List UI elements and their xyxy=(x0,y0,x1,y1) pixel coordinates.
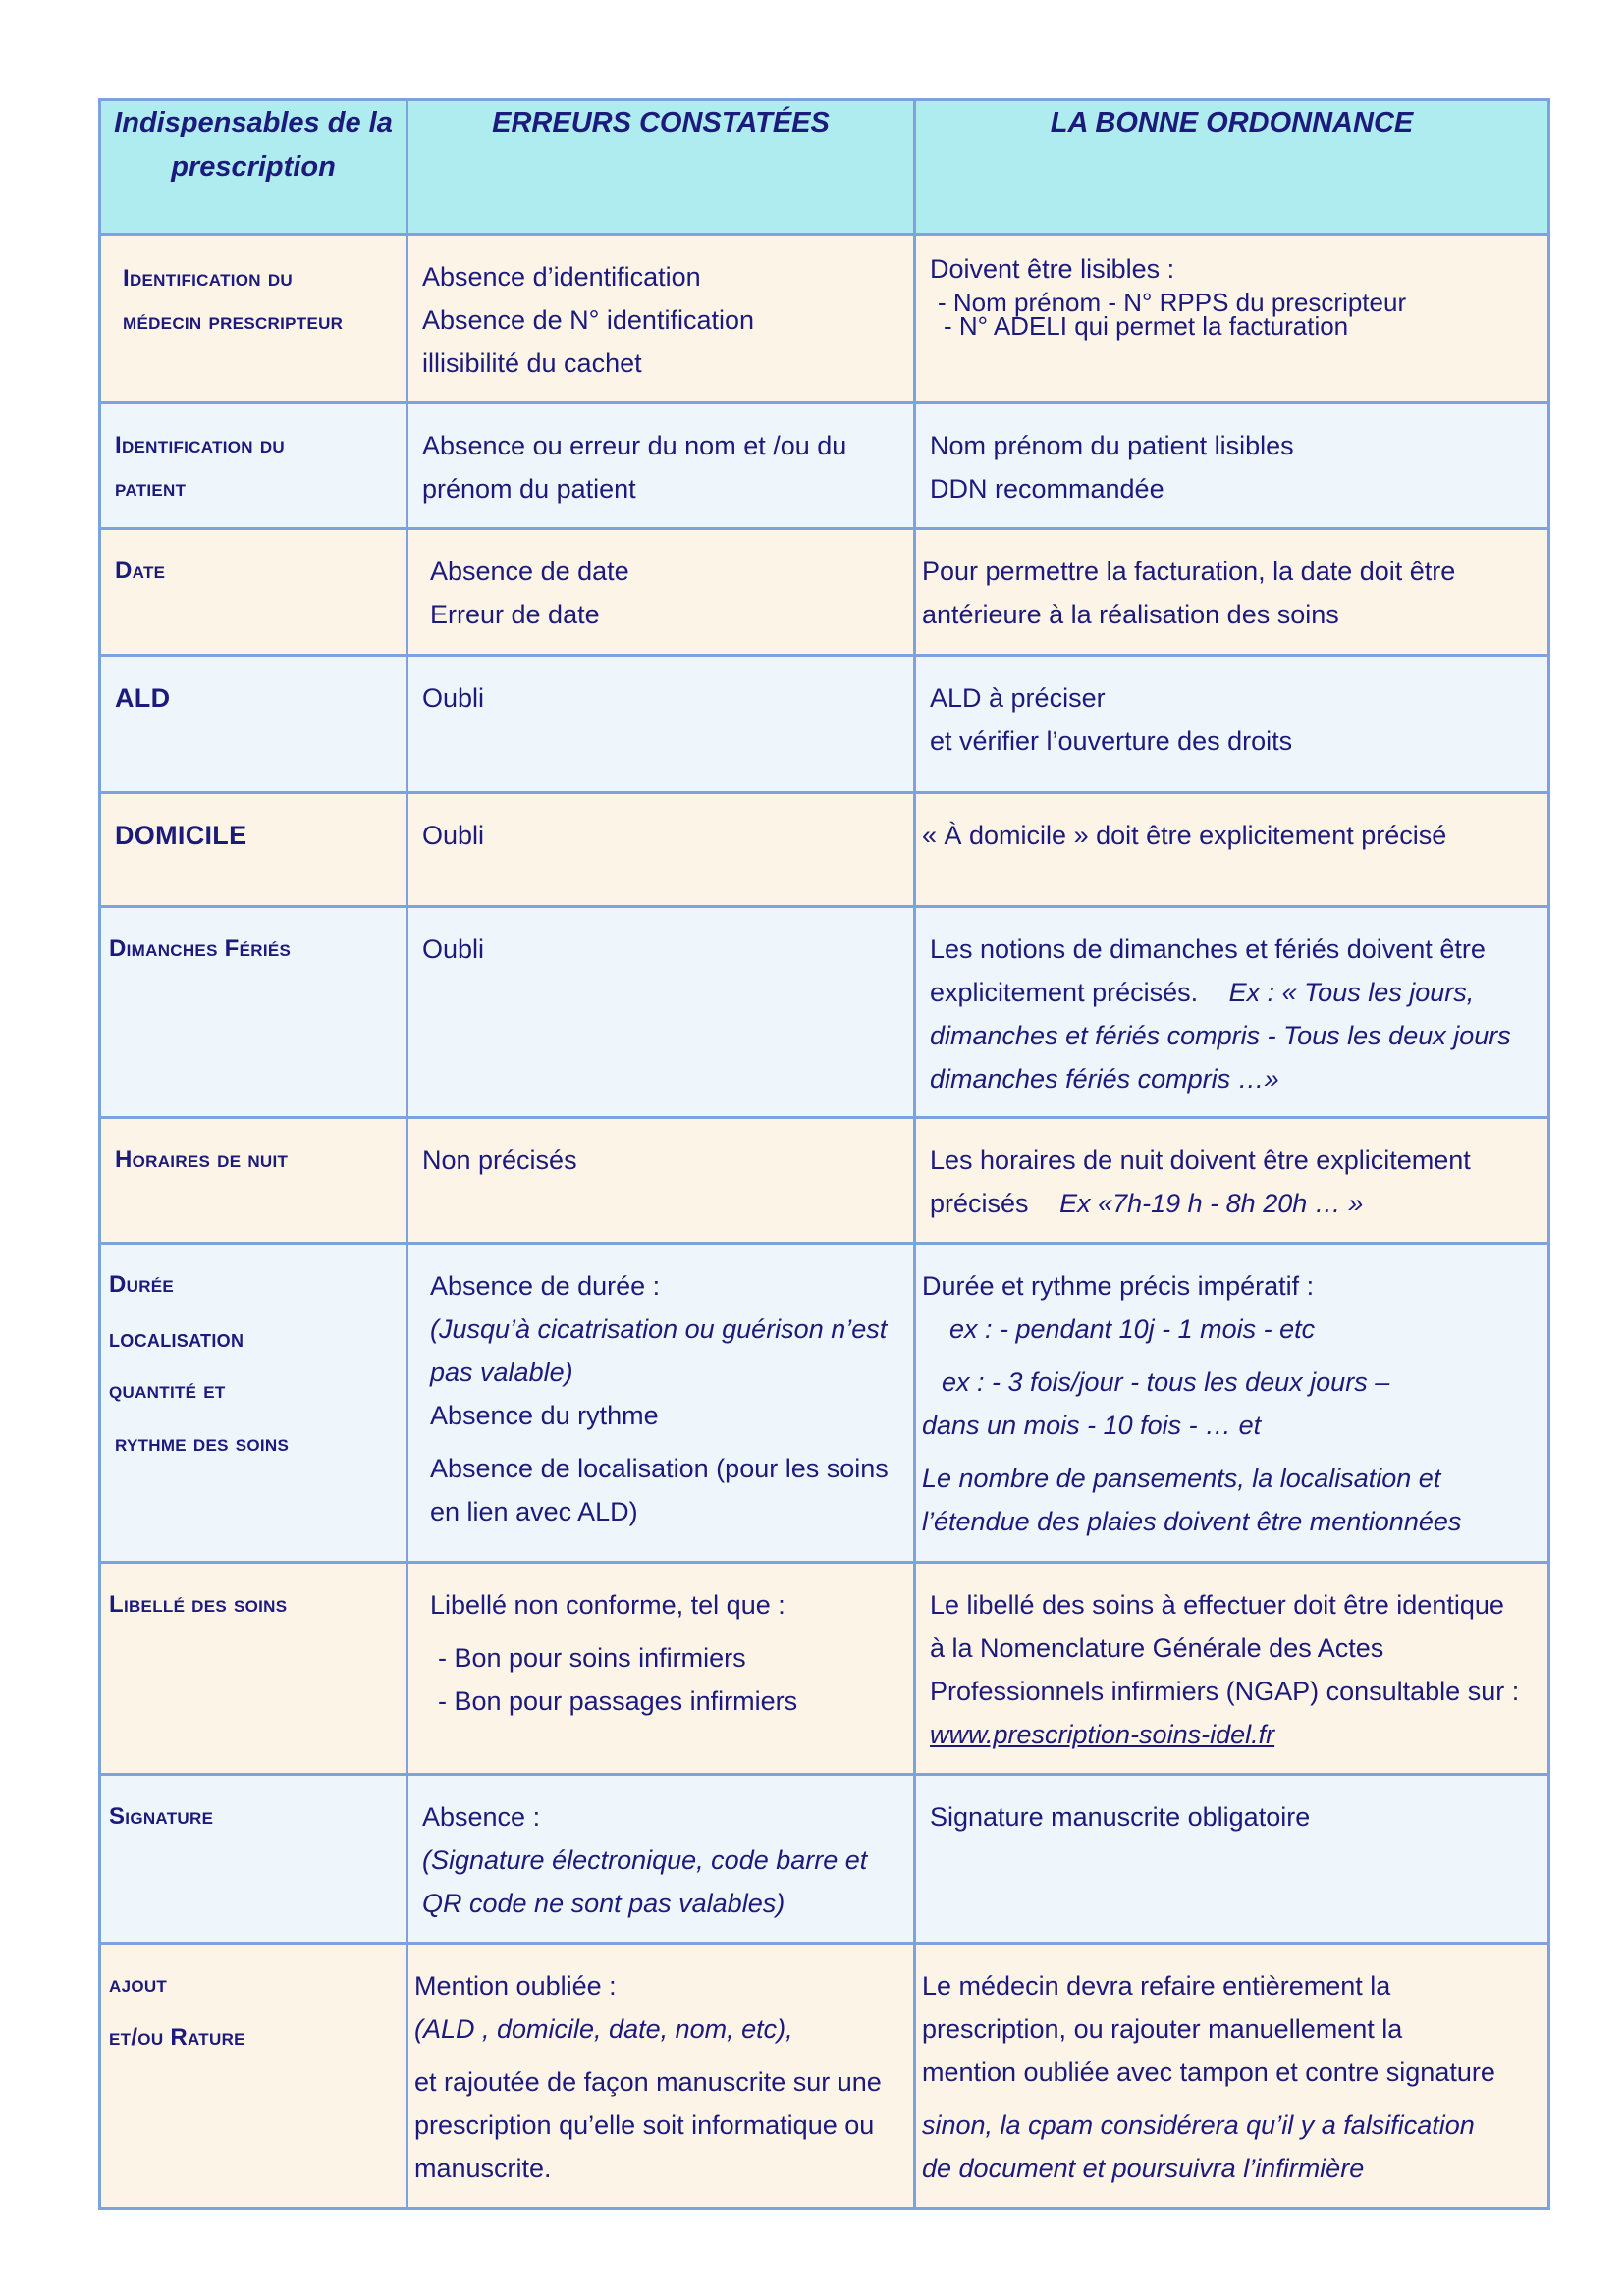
error-line: Non précisés xyxy=(422,1146,577,1175)
row-label: Horaires de nuit xyxy=(115,1147,289,1173)
good-line: ex : - 3 fois/jour - tous les deux jours – xyxy=(942,1367,1390,1397)
error-line: - Bon pour passages infirmiers xyxy=(438,1686,798,1716)
good-cell xyxy=(915,907,1549,1118)
errors-cell xyxy=(407,1944,915,2209)
row-label: quantité et xyxy=(109,1377,226,1404)
good-line: Les notions de dimanches et fériés doivent être xyxy=(930,934,1486,964)
row-dimanches-feries xyxy=(100,907,1549,1118)
row-label: et/ou Rature xyxy=(109,2024,245,2051)
good-line: - Nom prénom - N° RPPS du prescripteur xyxy=(938,288,1407,317)
errors-cell xyxy=(407,529,915,656)
error-line: prescription qu’elle soit informatique ou xyxy=(414,2110,875,2140)
row-label: Libellé des soins xyxy=(109,1591,288,1618)
label-cell xyxy=(100,235,407,403)
row-label: Signature xyxy=(109,1803,214,1830)
errors-cell xyxy=(407,907,915,1118)
error-line: Libellé non conforme, tel que : xyxy=(430,1590,785,1620)
good-cell xyxy=(915,235,1549,403)
error-line: et rajoutée de façon manuscrite sur une xyxy=(414,2067,882,2097)
good-line: Le médecin devra refaire entièrement la xyxy=(922,1971,1391,2001)
row-signature xyxy=(100,1775,1549,1944)
errors-cell xyxy=(407,656,915,793)
good-cell xyxy=(915,656,1549,793)
error-line: prénom du patient xyxy=(422,474,636,504)
good-cell xyxy=(915,1775,1549,1944)
row-label: DOMICILE xyxy=(115,821,247,850)
row-ajout-rature xyxy=(100,1944,1549,2209)
error-line: Absence de localisation (pour les soins xyxy=(430,1454,889,1483)
row-label: Date xyxy=(115,558,166,584)
good-line-example: dimanches fériés compris …» xyxy=(930,1064,1279,1094)
good-line-example: Ex : « Tous les jours, xyxy=(1228,978,1475,1007)
row-label: ajout xyxy=(109,1971,168,1998)
errors-cell xyxy=(407,1563,915,1775)
good-line: Les horaires de nuit doivent être explicitement xyxy=(930,1146,1471,1175)
good-line: explicitement précisés. xyxy=(930,978,1199,1007)
good-line: Nom prénom du patient lisibles xyxy=(930,431,1294,460)
error-line: manuscrite. xyxy=(414,2154,552,2183)
row-label: ALD xyxy=(115,683,171,713)
errors-cell xyxy=(407,793,915,907)
good-line: Doivent être lisibles : xyxy=(930,254,1175,284)
good-line: de document et poursuivra l’infirmière xyxy=(922,2154,1365,2183)
errors-cell xyxy=(407,1244,915,1563)
label-cell xyxy=(100,1118,407,1244)
good-line: et vérifier l’ouverture des droits xyxy=(930,726,1293,756)
row-label: Identification du xyxy=(115,432,285,458)
good-line: sinon, la cpam considérera qu’il y a falsification xyxy=(922,2110,1475,2140)
good-cell xyxy=(915,1563,1549,1775)
header-indispensables xyxy=(100,100,407,235)
good-cell xyxy=(915,403,1549,529)
error-line: Absence : xyxy=(422,1802,541,1832)
error-line: (Jusqu’à cicatrisation ou guérison n’est xyxy=(430,1314,888,1344)
good-line: Le nombre de pansements, la localisation et xyxy=(922,1464,1441,1493)
row-duree-localisation xyxy=(100,1244,1549,1563)
good-line: ALD à préciser xyxy=(930,683,1106,713)
error-line: (Signature électronique, code barre et xyxy=(422,1845,868,1875)
header-row xyxy=(100,100,1549,235)
good-cell xyxy=(915,1118,1549,1244)
error-line: pas valable) xyxy=(430,1358,573,1387)
header-col1-line2: prescription xyxy=(171,151,336,183)
error-line: Absence d’identification xyxy=(422,262,701,292)
ngap-link[interactable]: www.prescription-soins-idel.fr xyxy=(930,1720,1275,1749)
row-label: Dimanches Fériés xyxy=(109,935,292,962)
header-erreurs: ERREURS CONSTATÉES xyxy=(407,100,915,235)
row-domicile xyxy=(100,793,1549,907)
errors-cell xyxy=(407,403,915,529)
row-label: patient xyxy=(115,475,187,502)
error-line: en lien avec ALD) xyxy=(430,1497,638,1526)
label-cell xyxy=(100,1244,407,1563)
error-line: Absence de durée : xyxy=(430,1271,661,1301)
label-cell xyxy=(100,656,407,793)
errors-cell xyxy=(407,1118,915,1244)
good-line: prescription, ou rajouter manuellement la xyxy=(922,2014,1403,2044)
row-label: médecin prescripteur xyxy=(123,308,344,335)
good-line-example: dimanches et fériés compris - Tous les deux jours xyxy=(930,1021,1511,1050)
error-line: Mention oubliée : xyxy=(414,1971,617,2001)
good-cell xyxy=(915,1244,1549,1563)
label-cell xyxy=(100,1775,407,1944)
good-line: Professionnels infirmiers (NGAP) consultable sur : xyxy=(930,1677,1520,1706)
row-identification-medecin xyxy=(100,235,1549,403)
row-label: Identification du xyxy=(123,265,293,292)
error-line: Absence ou erreur du nom et /ou du xyxy=(422,431,847,460)
row-date xyxy=(100,529,1549,656)
label-cell xyxy=(100,1944,407,2209)
good-line: précisés xyxy=(930,1189,1029,1218)
row-label: Durée xyxy=(109,1271,175,1298)
error-line: Absence de date xyxy=(430,557,629,586)
good-line: antérieure à la réalisation des soins xyxy=(922,600,1339,629)
errors-cell xyxy=(407,235,915,403)
label-cell xyxy=(100,529,407,656)
good-line: l’étendue des plaies doivent être mentionnées xyxy=(922,1507,1462,1536)
error-line: - Bon pour soins infirmiers xyxy=(438,1643,746,1673)
header-col1-line1: Indispensables de la xyxy=(114,107,393,138)
error-line: Erreur de date xyxy=(430,600,600,629)
good-line: Le libellé des soins à effectuer doit être identique xyxy=(930,1590,1504,1620)
label-cell xyxy=(100,793,407,907)
good-line: ex : - pendant 10j - 1 mois - etc xyxy=(949,1314,1316,1344)
good-line-example: Ex «7h-19 h - 8h 20h … » xyxy=(1059,1189,1364,1218)
error-line: Oubli xyxy=(422,821,485,850)
label-cell xyxy=(100,1563,407,1775)
good-line: Signature manuscrite obligatoire xyxy=(930,1802,1311,1832)
good-cell xyxy=(915,529,1549,656)
good-line: « À domicile » doit être explicitement précisé xyxy=(922,821,1447,850)
label-cell xyxy=(100,403,407,529)
row-ald xyxy=(100,656,1549,793)
good-line: Durée et rythme précis impératif : xyxy=(922,1271,1315,1301)
label-cell xyxy=(100,907,407,1118)
good-line: dans un mois - 10 fois - … et xyxy=(922,1411,1262,1440)
error-line: Oubli xyxy=(422,934,485,964)
error-line: Oubli xyxy=(422,683,485,713)
error-line: QR code ne sont pas valables) xyxy=(422,1889,785,1918)
row-identification-patient xyxy=(100,403,1549,529)
good-line: à la Nomenclature Générale des Actes xyxy=(930,1633,1384,1663)
row-label: rythme des soins xyxy=(115,1430,290,1457)
row-label: localisation xyxy=(109,1323,244,1353)
row-libelle-soins xyxy=(100,1563,1549,1775)
header-bonne-ordonnance: LA BONNE ORDONNANCE xyxy=(915,100,1549,235)
error-line: Absence de N° identification xyxy=(422,305,755,335)
error-line: Absence du rythme xyxy=(430,1401,659,1430)
error-line: illisibilité du cachet xyxy=(422,348,642,378)
good-cell xyxy=(915,793,1549,907)
good-line: mention oubliée avec tampon et contre signature xyxy=(922,2057,1495,2087)
good-line: - N° ADELI qui permet la facturation xyxy=(944,311,1349,341)
good-line: DDN recommandée xyxy=(930,474,1164,504)
row-horaires-nuit xyxy=(100,1118,1549,1244)
errors-cell xyxy=(407,1775,915,1944)
error-line: (ALD , domicile, date, nom, etc), xyxy=(414,2014,793,2044)
good-line: Pour permettre la facturation, la date doit être xyxy=(922,557,1456,586)
good-cell xyxy=(915,1944,1549,2209)
prescription-table xyxy=(98,98,1550,2210)
